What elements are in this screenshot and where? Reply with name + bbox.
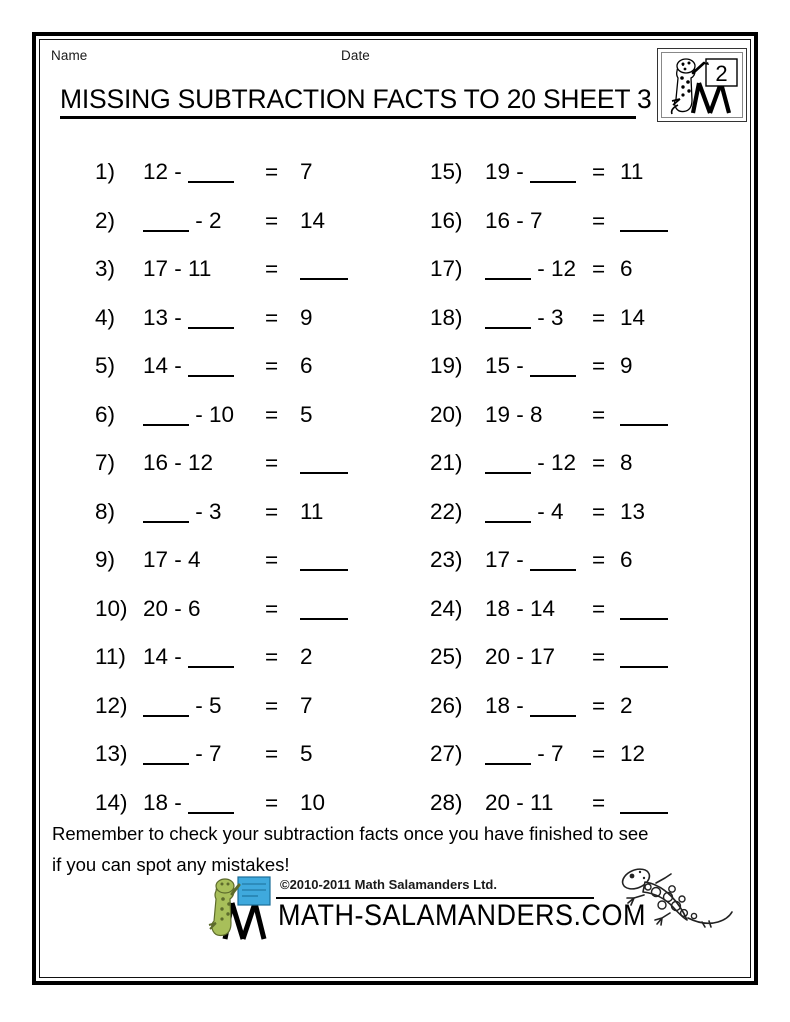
- operand-a: 13: [143, 304, 169, 330]
- minus-sign: -: [189, 741, 209, 766]
- answer-value: 10: [300, 789, 326, 815]
- problem-row: [95, 197, 425, 246]
- operand-a: 18: [485, 692, 511, 718]
- problem-answer: [300, 391, 313, 440]
- answer-blank[interactable]: [485, 739, 531, 765]
- equals-sign: =: [592, 741, 606, 766]
- answer-blank[interactable]: [143, 497, 189, 523]
- answer-value: 8: [620, 450, 633, 475]
- problem-expression: [143, 439, 213, 488]
- answer-blank[interactable]: [620, 642, 668, 668]
- brand-wordmark: MATH-SALAMANDERS.COM: [278, 899, 647, 932]
- operand-b: 10: [209, 401, 235, 427]
- equals-sign: =: [265, 644, 279, 669]
- problem-number: 10): [95, 595, 128, 621]
- equals-sign: =: [592, 547, 606, 572]
- answer-blank[interactable]: [485, 303, 531, 329]
- answer-blank[interactable]: [188, 642, 234, 668]
- equals-sign: =: [592, 401, 606, 427]
- equals-sign: =: [592, 304, 606, 330]
- problem-row: [95, 148, 425, 197]
- problem-expression: [143, 585, 201, 634]
- answer-blank[interactable]: [530, 157, 576, 183]
- problem-row: [95, 585, 425, 634]
- answer-value: 14: [300, 207, 326, 233]
- operand-a: 19: [485, 159, 511, 184]
- problem-expression: [485, 148, 576, 197]
- problem-answer: [300, 633, 313, 682]
- problem-expression: [143, 294, 234, 343]
- minus-sign: -: [168, 304, 189, 330]
- minus-sign: -: [531, 256, 551, 281]
- salamander-easel-badge: [657, 48, 747, 122]
- problem-row: [430, 245, 760, 294]
- operand-a: 19: [485, 401, 511, 427]
- problem-number: 26): [430, 692, 463, 718]
- problem-column-right: [430, 148, 760, 827]
- problem-answer[interactable]: [620, 633, 668, 682]
- answer-blank[interactable]: [300, 448, 348, 474]
- problem-row: [95, 633, 425, 682]
- equals-sign: =: [265, 498, 279, 524]
- problem-answer[interactable]: [620, 391, 668, 440]
- problem-answer: [300, 294, 313, 343]
- minus-sign: -: [510, 692, 531, 718]
- answer-value: 6: [620, 256, 633, 281]
- equals-sign: =: [265, 595, 279, 621]
- problem-answer[interactable]: [620, 197, 668, 246]
- minus-sign: -: [168, 159, 189, 184]
- equals-sign: =: [265, 159, 279, 184]
- minus-sign: -: [168, 644, 189, 669]
- problem-answer: [620, 439, 633, 488]
- problem-number: 22): [430, 498, 463, 524]
- problem-row: [430, 488, 760, 537]
- operand-a: 14: [143, 644, 169, 669]
- equals-sign: =: [592, 353, 606, 378]
- problem-answer: [620, 245, 633, 294]
- problem-expression: [143, 245, 211, 294]
- operand-b: 4: [551, 498, 564, 524]
- problem-row: [430, 633, 760, 682]
- problem-expression: [143, 391, 234, 440]
- answer-value: 11: [620, 159, 644, 184]
- minus-sign: -: [189, 207, 209, 233]
- problem-answer[interactable]: [300, 439, 348, 488]
- minus-sign: -: [510, 401, 531, 427]
- problem-number: 13): [95, 741, 128, 766]
- problem-number: 28): [430, 789, 463, 815]
- problem-number: 1): [95, 159, 116, 184]
- answer-blank[interactable]: [188, 303, 234, 329]
- problem-expression: [143, 633, 234, 682]
- problem-answer[interactable]: [620, 585, 668, 634]
- minus-sign: -: [189, 692, 209, 718]
- minus-sign: -: [189, 401, 209, 427]
- operand-a: 16: [143, 450, 169, 475]
- badge-sign-number: 2: [715, 61, 728, 86]
- operand-b: 3: [209, 498, 222, 524]
- problem-number: 24): [430, 595, 463, 621]
- minus-sign: -: [168, 450, 189, 475]
- problem-expression: [485, 536, 576, 585]
- answer-blank[interactable]: [188, 157, 234, 183]
- answer-blank[interactable]: [485, 497, 531, 523]
- operand-b: 17: [530, 644, 556, 669]
- date-label: Date: [341, 48, 370, 63]
- answer-blank[interactable]: [620, 788, 668, 814]
- answer-blank[interactable]: [530, 351, 576, 377]
- problem-number: 20): [430, 401, 463, 427]
- operand-b: 14: [530, 595, 556, 621]
- answer-blank[interactable]: [485, 448, 531, 474]
- title-block: [60, 84, 652, 119]
- problem-answer: [620, 488, 645, 537]
- problem-expression: [485, 197, 543, 246]
- problem-answer: [300, 682, 313, 731]
- equals-sign: =: [592, 595, 606, 621]
- problem-answer[interactable]: [300, 585, 348, 634]
- problem-number: 4): [95, 304, 116, 330]
- operand-a: 20: [143, 595, 169, 621]
- operand-b: 7: [209, 741, 222, 766]
- minus-sign: -: [168, 353, 189, 378]
- answer-blank[interactable]: [620, 206, 668, 232]
- answer-blank[interactable]: [485, 254, 531, 280]
- answer-blank[interactable]: [188, 351, 234, 377]
- equals-sign: =: [592, 692, 606, 718]
- problem-number: 6): [95, 401, 116, 427]
- worksheet-footer: [40, 871, 750, 971]
- operand-b: 11: [188, 256, 212, 281]
- answer-blank[interactable]: [620, 400, 668, 426]
- name-label: Name: [51, 48, 88, 63]
- operand-b: 12: [551, 256, 577, 281]
- problem-row: [95, 245, 425, 294]
- operand-a: 14: [143, 353, 169, 378]
- answer-value: 9: [620, 353, 633, 378]
- problem-number: 14): [95, 789, 128, 815]
- problem-row: [95, 536, 425, 585]
- problem-expression: [485, 245, 576, 294]
- equals-sign: =: [265, 207, 279, 233]
- answer-value: 13: [620, 498, 646, 524]
- equals-sign: =: [265, 401, 279, 427]
- problem-number: 19): [430, 353, 463, 378]
- problem-number: 7): [95, 450, 116, 475]
- problem-expression: [143, 730, 222, 779]
- problem-answer: [300, 342, 313, 391]
- operand-b: 5: [209, 692, 222, 718]
- title-underline: [60, 116, 636, 119]
- problem-row: [95, 294, 425, 343]
- problem-expression: [485, 391, 543, 440]
- problem-answer: [300, 488, 323, 537]
- answer-value: 14: [620, 304, 646, 330]
- problem-expression: [143, 197, 222, 246]
- problem-expression: [485, 633, 555, 682]
- minus-sign: -: [510, 547, 531, 572]
- problem-expression: [143, 342, 234, 391]
- spotted-salamander-icon: [610, 859, 740, 931]
- note-line-1: Remember to check your subtraction facts once you have finished to see: [52, 823, 649, 844]
- problem-answer: [300, 148, 313, 197]
- problem-row: [430, 197, 760, 246]
- problem-number: 9): [95, 547, 116, 572]
- operand-b: 4: [188, 547, 201, 572]
- problem-row: [95, 439, 425, 488]
- problem-answer: [300, 730, 313, 779]
- salamander-easel-icon: [663, 53, 743, 119]
- problem-number: 18): [430, 304, 463, 330]
- problem-expression: [485, 342, 576, 391]
- operand-b: 12: [188, 450, 214, 475]
- problem-column-left: [95, 148, 425, 827]
- problem-answer: [620, 730, 645, 779]
- salamander-easel-logo-icon: [208, 873, 274, 947]
- operand-b: 2: [209, 207, 222, 233]
- equals-sign: =: [265, 450, 279, 475]
- problem-row: [430, 439, 760, 488]
- problem-expression: [485, 585, 555, 634]
- problem-answer: [620, 536, 633, 585]
- answer-value: 2: [300, 644, 313, 669]
- minus-sign: -: [531, 450, 551, 475]
- problem-number: 5): [95, 353, 116, 378]
- problem-answer: [620, 342, 633, 391]
- problem-answer: [620, 294, 645, 343]
- problem-expression: [485, 439, 576, 488]
- problem-expression: [143, 488, 222, 537]
- equals-sign: =: [592, 450, 606, 475]
- problem-number: 3): [95, 256, 116, 281]
- minus-sign: -: [510, 159, 531, 184]
- problem-row: [430, 148, 760, 197]
- minus-sign: -: [168, 595, 189, 621]
- problem-answer: [300, 197, 325, 246]
- equals-sign: =: [592, 789, 606, 815]
- problem-expression: [143, 682, 222, 731]
- operand-b: 11: [530, 789, 554, 815]
- equals-sign: =: [592, 256, 606, 281]
- equals-sign: =: [265, 256, 279, 281]
- equals-sign: =: [592, 498, 606, 524]
- copyright-text: ©2010-2011 Math Salamanders Ltd.: [280, 877, 497, 892]
- operand-a: 16: [485, 207, 511, 233]
- problem-answer[interactable]: [300, 245, 348, 294]
- equals-sign: =: [265, 741, 279, 766]
- equals-sign: =: [592, 644, 606, 669]
- answer-blank[interactable]: [530, 545, 576, 571]
- answer-value: 6: [620, 547, 633, 572]
- answer-blank[interactable]: [620, 594, 668, 620]
- worksheet-page-inner: [39, 39, 751, 978]
- problem-row: [430, 342, 760, 391]
- answer-blank[interactable]: [300, 545, 348, 571]
- minus-sign: -: [510, 789, 531, 815]
- operand-a: 17: [143, 547, 169, 572]
- problem-row: [95, 391, 425, 440]
- operand-b: 12: [551, 450, 577, 475]
- problem-number: 23): [430, 547, 463, 572]
- answer-blank[interactable]: [300, 594, 348, 620]
- problem-row: [430, 294, 760, 343]
- answer-value: 2: [620, 692, 633, 718]
- page-title: MISSING SUBTRACTION FACTS TO 20 SHEET 3: [60, 84, 652, 114]
- problem-row: [430, 585, 760, 634]
- answer-value: 7: [300, 692, 313, 718]
- equals-sign: =: [265, 789, 279, 815]
- equals-sign: =: [265, 547, 279, 572]
- problem-number: 8): [95, 498, 116, 524]
- operand-b: 8: [530, 401, 543, 427]
- minus-sign: -: [168, 256, 189, 281]
- operand-b: 3: [551, 304, 564, 330]
- minus-sign: -: [168, 547, 189, 572]
- operand-a: 17: [143, 256, 169, 281]
- operand-a: 20: [485, 789, 511, 815]
- problem-row: [95, 682, 425, 731]
- equals-sign: =: [265, 692, 279, 718]
- worksheet-header: [51, 48, 651, 70]
- answer-blank[interactable]: [143, 739, 189, 765]
- problem-number: 25): [430, 644, 463, 669]
- problem-row: [430, 730, 760, 779]
- operand-a: 18: [485, 595, 511, 621]
- equals-sign: =: [265, 304, 279, 330]
- problem-row: [95, 730, 425, 779]
- minus-sign: -: [510, 353, 531, 378]
- problem-answer: [620, 148, 643, 197]
- problem-row: [95, 488, 425, 537]
- answer-value: 12: [620, 741, 646, 766]
- problem-answer: [620, 682, 633, 731]
- minus-sign: -: [531, 741, 551, 766]
- minus-sign: -: [510, 207, 531, 233]
- minus-sign: -: [531, 498, 551, 524]
- answer-value: 6: [300, 353, 313, 378]
- equals-sign: =: [592, 159, 606, 184]
- problem-row: [95, 342, 425, 391]
- minus-sign: -: [168, 789, 189, 815]
- operand-a: 12: [143, 159, 169, 184]
- problem-expression: [143, 536, 201, 585]
- worksheet-page-border: [32, 32, 758, 985]
- problem-expression: [485, 488, 564, 537]
- problem-answer[interactable]: [300, 536, 348, 585]
- problem-number: 21): [430, 450, 463, 475]
- operand-b: 6: [188, 595, 201, 621]
- minus-sign: -: [531, 304, 551, 330]
- problem-number: 16): [430, 207, 463, 233]
- problem-expression: [143, 148, 234, 197]
- operand-b: 7: [530, 207, 543, 233]
- answer-value: 5: [300, 401, 313, 427]
- answer-blank[interactable]: [530, 691, 576, 717]
- problem-grid: [40, 148, 750, 815]
- answer-value: 11: [300, 498, 324, 524]
- answer-blank[interactable]: [143, 400, 189, 426]
- minus-sign: -: [510, 644, 531, 669]
- problem-number: 11): [95, 644, 126, 669]
- note-line-2: if you can spot any mistakes!: [52, 854, 290, 875]
- answer-blank[interactable]: [300, 254, 348, 280]
- problem-expression: [485, 294, 564, 343]
- answer-blank[interactable]: [143, 691, 189, 717]
- operand-a: 17: [485, 547, 511, 572]
- operand-b: 7: [551, 741, 564, 766]
- problem-row: [430, 536, 760, 585]
- equals-sign: =: [265, 353, 279, 378]
- operand-a: 15: [485, 353, 511, 378]
- problem-number: 17): [430, 256, 463, 281]
- minus-sign: -: [510, 595, 531, 621]
- answer-value: 9: [300, 304, 313, 330]
- equals-sign: =: [592, 207, 606, 233]
- brand-block: [208, 871, 647, 949]
- problem-number: 2): [95, 207, 116, 233]
- problem-number: 27): [430, 741, 463, 766]
- problem-number: 12): [95, 692, 128, 718]
- answer-value: 5: [300, 741, 313, 766]
- problem-row: [430, 391, 760, 440]
- problem-row: [430, 682, 760, 731]
- problem-expression: [485, 682, 576, 731]
- problem-expression: [485, 730, 564, 779]
- operand-a: 18: [143, 789, 169, 815]
- operand-a: 20: [485, 644, 511, 669]
- answer-value: 7: [300, 159, 313, 184]
- minus-sign: -: [189, 498, 209, 524]
- problem-number: 15): [430, 159, 463, 184]
- answer-blank[interactable]: [143, 206, 189, 232]
- answer-blank[interactable]: [188, 788, 234, 814]
